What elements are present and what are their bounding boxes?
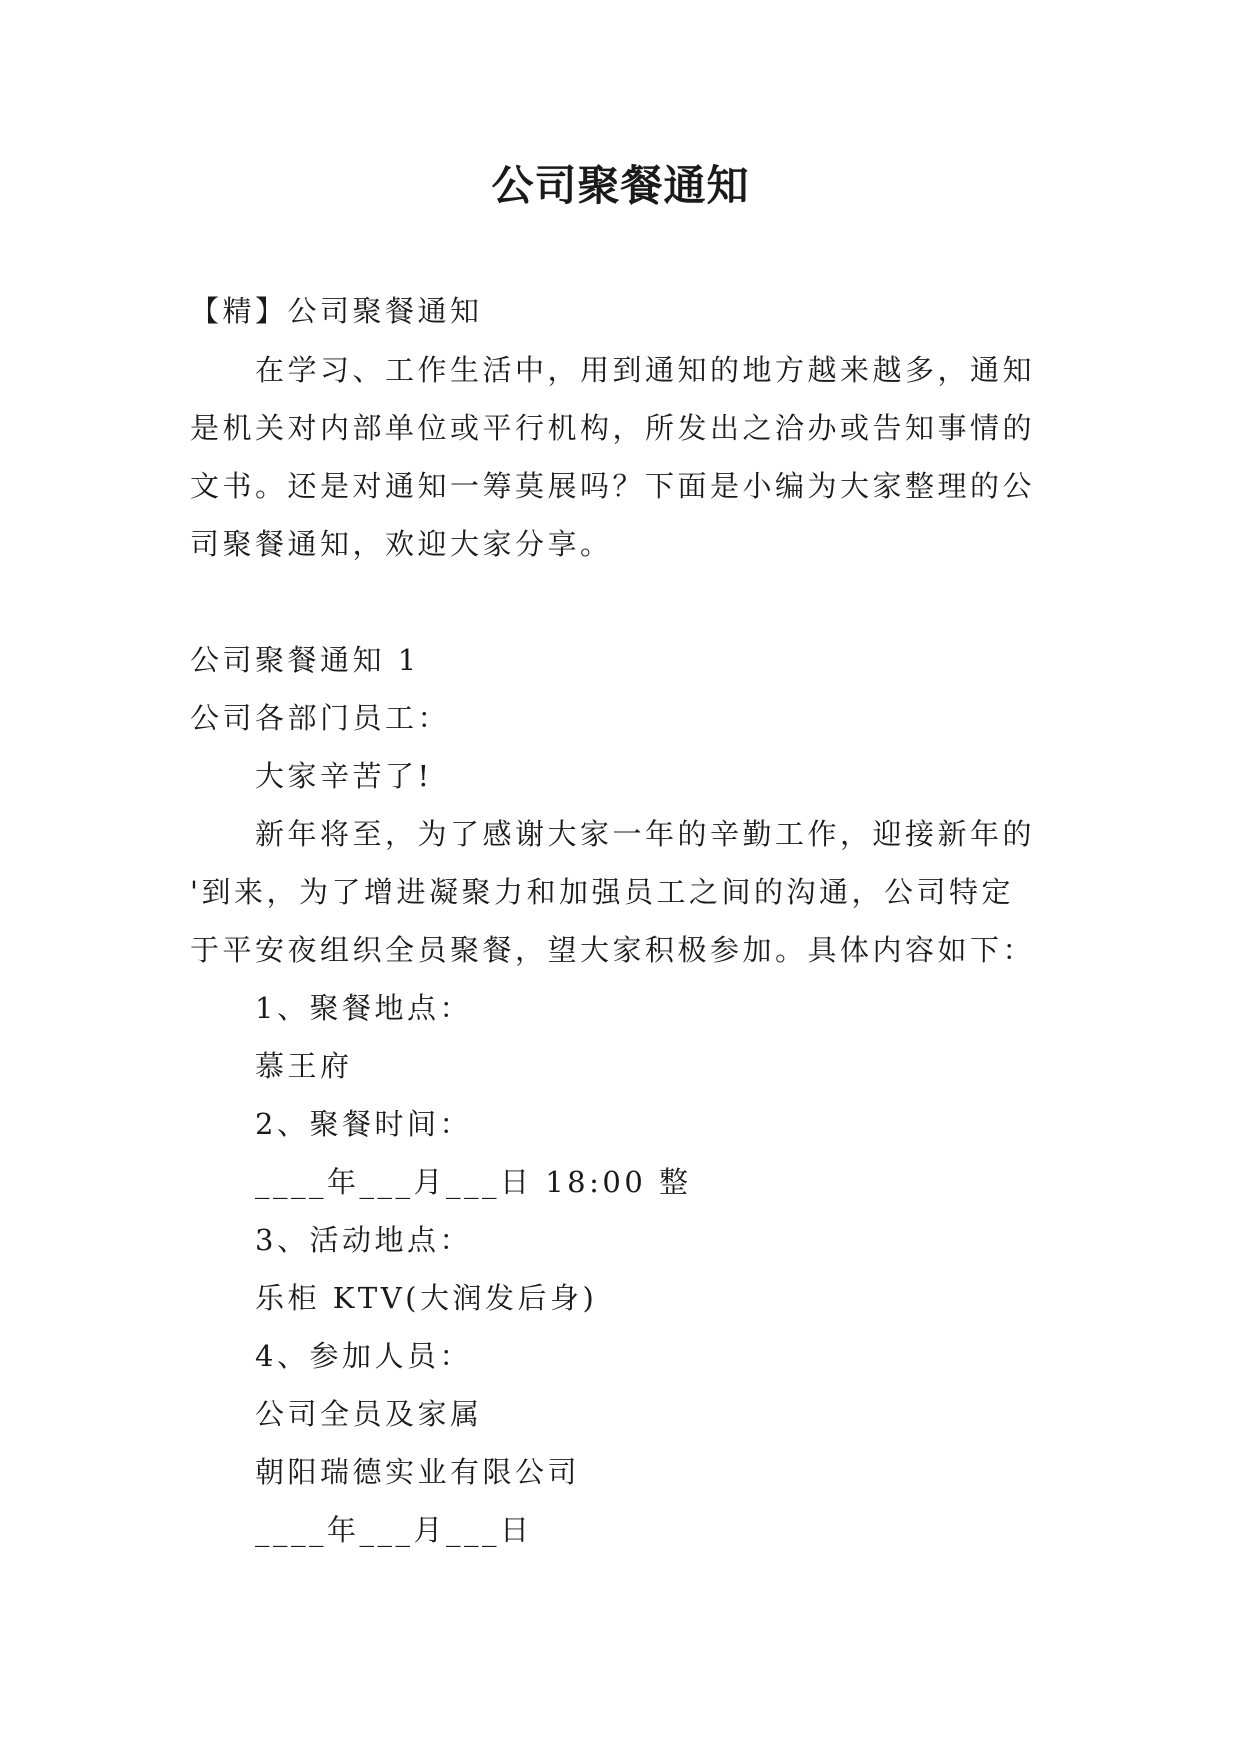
intro-line: 司聚餐通知，欢迎大家分享。 <box>190 527 613 561</box>
notice-heading: 公司聚餐通知 1 <box>190 643 420 677</box>
detail-item: 慕王府 <box>255 1049 353 1083</box>
subtitle: 【精】公司聚餐通知 <box>190 294 483 328</box>
detail-item: ____年___月___日 18:00 整 <box>255 1165 692 1199</box>
intro-line: 在学习、工作生活中，用到通知的地方越来越多，通知 <box>255 353 1036 387</box>
salutation: 公司各部门员工： <box>190 701 451 735</box>
body-line: 新年将至，为了感谢大家一年的辛勤工作，迎接新年的 <box>255 817 1036 851</box>
detail-item: 3、活动地点： <box>255 1223 472 1257</box>
detail-item: 公司全员及家属 <box>255 1397 483 1431</box>
detail-item: 2、聚餐时间： <box>255 1107 472 1141</box>
signature-date: ____年___月___日 <box>255 1513 533 1547</box>
greeting: 大家辛苦了! <box>255 759 433 793</box>
detail-item: 1、聚餐地点： <box>255 991 472 1025</box>
company-signature: 朝阳瑞德实业有限公司 <box>255 1455 581 1489</box>
detail-item: 乐柜 KTV(大润发后身) <box>255 1281 598 1315</box>
detail-item: 4、参加人员： <box>255 1339 472 1373</box>
intro-line: 是机关对内部单位或平行机构，所发出之洽办或告知事情的 <box>190 411 1036 445</box>
intro-line: 文书。还是对通知一筹莫展吗？下面是小编为大家整理的公 <box>190 469 1036 503</box>
body-line: 于平安夜组织全员聚餐，望大家积极参加。具体内容如下： <box>190 933 1036 967</box>
body-line: '到来，为了增进凝聚力和加强员工之间的沟通，公司特定 <box>190 875 1014 909</box>
document-title: 公司聚餐通知 <box>491 161 750 210</box>
